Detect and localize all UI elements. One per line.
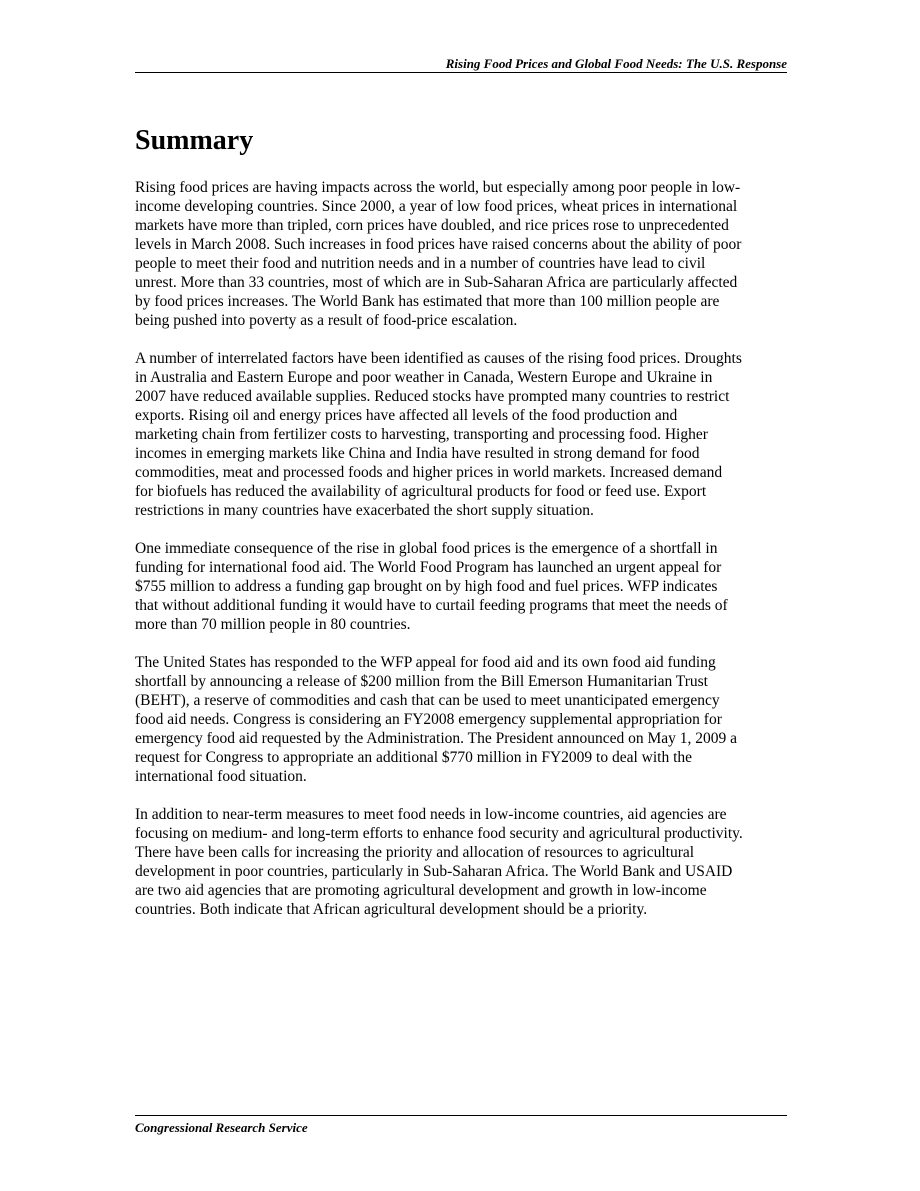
text-line: funding for international food aid. The World Food Program has launched an urgent appeal for xyxy=(135,559,722,576)
text-line: more than 70 million people in 80 countries. xyxy=(135,616,411,633)
text-line: development in poor countries, particularly in Sub-Saharan Africa. The World Bank and USAID xyxy=(135,863,733,880)
text-line: commodities, meat and processed foods and higher prices in world markets. Increased demand xyxy=(135,464,723,481)
text-line: In addition to near-term measures to meet food needs in low-income countries, aid agencies are xyxy=(135,806,727,823)
text-line: request for Congress to appropriate an additional $770 million in FY2009 to deal with the xyxy=(135,749,693,766)
text-line: shortfall by announcing a release of $200 million from the Bill Emerson Humanitarian Trust xyxy=(135,673,708,690)
paragraph-1 xyxy=(135,178,795,330)
text-line: income developing countries. Since 2000, a year of low food prices, wheat prices in international xyxy=(135,198,738,215)
running-header: Rising Food Prices and Global Food Needs: The U.S. Response xyxy=(445,56,787,71)
text-line: international food situation. xyxy=(135,768,307,785)
text-line: marketing chain from fertilizer costs to harvesting, transporting and processing food. Higher xyxy=(135,426,708,443)
section-title: Summary xyxy=(135,125,254,156)
paragraph-2 xyxy=(135,349,795,520)
text-line: levels in March 2008. Such increases in food prices have raised concerns about the ability of poor xyxy=(135,236,742,253)
text-line: unrest. More than 33 countries, most of which are in Sub-Saharan Africa are particularly affected xyxy=(135,274,738,291)
summary-body xyxy=(135,178,795,938)
text-line: focusing on medium- and long-term efforts to enhance food security and agricultural productivity. xyxy=(135,825,743,842)
text-line: Rising food prices are having impacts across the world, but especially among poor people in low- xyxy=(135,179,741,196)
text-line: The United States has responded to the WFP appeal for food aid and its own food aid funding xyxy=(135,654,716,671)
running-footer: Congressional Research Service xyxy=(135,1120,308,1135)
text-line: (BEHT), a reserve of commodities and cash that can be used to meet unanticipated emergency xyxy=(135,692,720,709)
text-line: by food prices increases. The World Bank has estimated that more than 100 million people are xyxy=(135,293,720,310)
text-line: One immediate consequence of the rise in global food prices is the emergence of a shortfall in xyxy=(135,540,718,557)
text-line: restrictions in many countries have exacerbated the short supply situation. xyxy=(135,502,594,519)
text-line: incomes in emerging markets like China and India have resulted in strong demand for food xyxy=(135,445,700,462)
paragraph-5 xyxy=(135,805,795,919)
text-line: for biofuels has reduced the availability of agricultural products for food or feed use. Export xyxy=(135,483,707,500)
text-line: are two aid agencies that are promoting agricultural development and growth in low-income xyxy=(135,882,707,899)
text-line: markets have more than tripled, corn prices have doubled, and rice prices rose to unprecedented xyxy=(135,217,729,234)
text-line: that without additional funding it would have to curtail feeding programs that meet the needs of xyxy=(135,597,728,614)
footer-rule xyxy=(135,1115,787,1116)
text-line: food aid needs. Congress is considering an FY2008 emergency supplemental appropriation for xyxy=(135,711,722,728)
text-line: emergency food aid requested by the Administration. The President announced on May 1, 2009 a xyxy=(135,730,738,747)
text-line: being pushed into poverty as a result of food-price escalation. xyxy=(135,312,518,329)
text-line: in Australia and Eastern Europe and poor weather in Canada, Western Europe and Ukraine in xyxy=(135,369,713,386)
header-rule xyxy=(135,72,787,73)
text-line: $755 million to address a funding gap brought on by high food and fuel prices. WFP indicates xyxy=(135,578,718,595)
text-line: exports. Rising oil and energy prices have affected all levels of the food production and xyxy=(135,407,678,424)
text-line: countries. Both indicate that African agricultural development should be a priority. xyxy=(135,901,648,918)
text-line: 2007 have reduced available supplies. Reduced stocks have prompted many countries to restrict xyxy=(135,388,730,405)
text-line: A number of interrelated factors have been identified as causes of the rising food prices. Droughts xyxy=(135,350,742,367)
text-line: people to meet their food and nutrition needs and in a number of countries have lead to civil xyxy=(135,255,706,272)
text-line: There have been calls for increasing the priority and allocation of resources to agricultural xyxy=(135,844,695,861)
paragraph-3 xyxy=(135,539,795,634)
paragraph-4 xyxy=(135,653,795,786)
